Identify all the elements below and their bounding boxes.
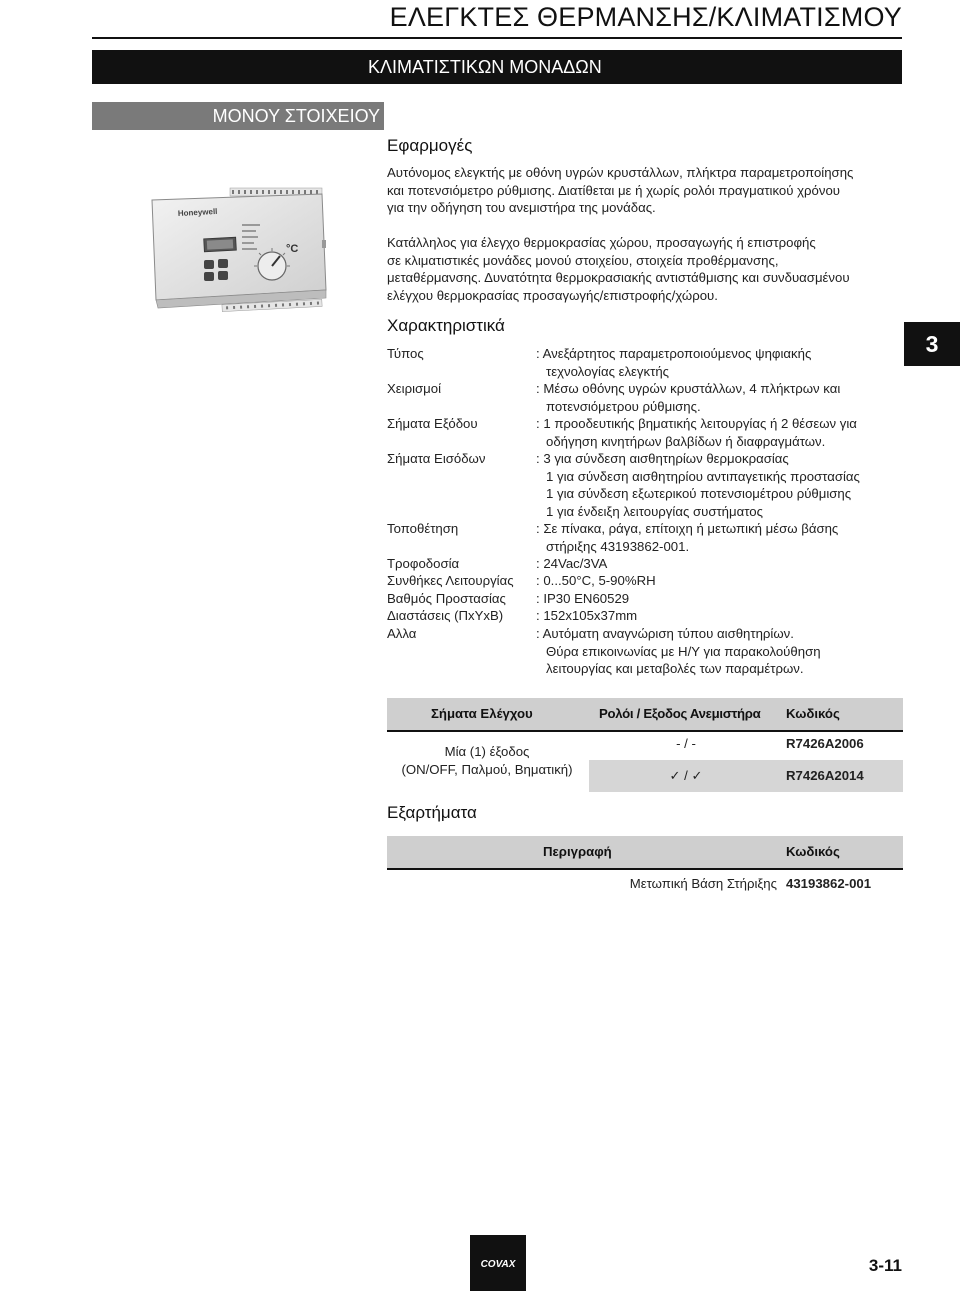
text-line: για την οδήγηση του ανεμιστήρα της μονάδας. [387, 200, 656, 215]
applications-heading: Εφαρμογές [387, 136, 473, 155]
title-rule [92, 37, 902, 39]
accessories-heading: Εξαρτήματα [387, 803, 477, 822]
signals-cell: Μία (1) έξοδος (ON/OFF, Παλμού, Βηματική) [401, 744, 573, 777]
spec-value-operating: : 0...50°C, 5-90%RH [536, 573, 656, 588]
models-table-header [387, 698, 903, 730]
spec-label-inputs: Σήματα Εισόδων [387, 451, 486, 466]
spec-value-type: : Ανεξάρτητος παραμετροποιούμενος ψηφιακής τεχνολογίας ελεγκτής [536, 346, 812, 379]
spec-value-controls: : Μέσω οθόνης υγρών κρυστάλλων, 4 πλήκτρων και ποτενσιόμετρου ρύθμισης. [536, 381, 841, 414]
text-line: Κατάλληλος για έλεγχο θερμοκρασίας χώρου, προσαγωγής ή επιστροφής [387, 235, 816, 250]
spec-value-other: : Αυτόματη αναγνώριση τύπου αισθητηρίων. Θύρα επικοινωνίας με Η/Υ για παρακολούθηση λειτουργίας και μεταβολές των παραμέτρων. [536, 626, 821, 676]
applications-paragraph-2 [387, 234, 902, 304]
accessory-description: Μετωπική Βάση Στήριξης [629, 876, 777, 891]
table-row-2-clock: ✓ / ✓ [669, 768, 703, 783]
celsius-symbol: °C [286, 243, 299, 255]
spec-value-mounting: : Σε πίνακα, ράγα, επίτοιχη ή μετωπική μέσω βάσης στήριξης 43193862-001. [536, 521, 839, 554]
spec-label-power: Τροφοδοσία [387, 556, 460, 571]
device-brand: Honeywell [177, 206, 218, 218]
spec-label-operating: Συνθήκες Λειτουργίας [387, 573, 514, 588]
column-header-clock: Ρολόι / Εξοδος Ανεμιστήρα [599, 706, 761, 721]
spec-label-protection: Βαθμός Προστασίας [387, 591, 506, 606]
spec-value-power: : 24Vac/3VA [536, 556, 608, 571]
applications-paragraph-1 [387, 164, 902, 217]
text-line: και ποτενσιόμετρο ρύθμισης. Διατίθεται με ή χωρίς ρολόι πραγματικού χρόνου [387, 182, 841, 198]
table-rule [387, 868, 903, 870]
table-row-2-code: R7426A2014 [786, 768, 864, 783]
page-title: ΕΛΕΓΚΤΕΣ ΘΕΡΜΑΝΣΗΣ/ΚΛΙΜΑΤΙΣΜΟΥ [389, 2, 902, 32]
section-tab: 3 [904, 322, 960, 366]
column-header-code: Κωδικός [786, 706, 840, 721]
table-row-1-code: R7426A2006 [786, 736, 864, 751]
covax-logo [470, 1235, 526, 1291]
spec-value-inputs: : 3 για σύνδεση αισθητηρίων θερμοκρασίας 1 για σύνδεση αισθητηρίου αντιπαγετικής προστασίας 1 για σύνδεση εξωτερικού ποτενσιομέτρου ρύθμισης 1 για ένδειξη λειτουργίας συστήματος [536, 451, 860, 519]
spec-label-mounting: Τοποθέτηση [387, 521, 459, 536]
logo-text: COVAX [480, 1259, 516, 1270]
spec-label-type: Τύπος [387, 346, 424, 361]
spec-label-other: Αλλα [387, 626, 417, 641]
column-header-accessory-code: Κωδικός [786, 844, 840, 859]
text-line: σε κλιματιστικές μονάδες μονού στοιχείου, στοιχεία προθέρμανσης, [387, 252, 779, 268]
text-line: μεταθέρμανσης. Δυνατότητα θερμοκρασιακής αντιστάθμισης και συνδυασμένου [387, 270, 850, 285]
device-image [146, 180, 332, 320]
spec-value-dimensions: : 152x105x37mm [536, 608, 638, 623]
text-line: Αυτόνομος ελεγκτής με οθόνη υγρών κρυστάλλων, πλήκτρα παραμετροποίησης [387, 165, 854, 180]
table-rule [387, 730, 903, 732]
spec-value-outputs: : 1 προοδευτικής βηματικής λειτουργίας ή 2 θέσεων για οδήγηση κινητήρων βαλβίδων ή διαφραγμάτων. [536, 416, 857, 449]
spec-label-dimensions: Διαστάσεις (ΠxΥxΒ) [387, 608, 504, 623]
page-number: 3-11 [868, 1256, 902, 1275]
category-bar: ΜΟΝΟΥ ΣΤΟΙΧΕΙΟΥ [92, 102, 384, 130]
spec-label-controls: Χειρισμοί [387, 381, 442, 396]
spec-value-protection: : IP30 EN60529 [536, 591, 630, 606]
subtitle-bar: ΚΛΙΜΑΤΙΣΤΙΚΩΝ ΜΟΝΑΔΩΝ [92, 50, 902, 84]
accessories-table-header [387, 836, 903, 868]
text-line: ελέγχου θερμοκρασίας προσαγωγής/επιστροφής/χώρου. [387, 287, 718, 303]
accessory-code: 43193862-001 [786, 876, 872, 891]
column-header-description: Περιγραφή [543, 844, 612, 859]
spec-label-outputs: Σήματα Εξόδου [387, 416, 478, 431]
table-row-1-clock: - / - [676, 736, 696, 751]
features-heading: Χαρακτηριστικά [387, 316, 505, 335]
column-header-signals: Σήματα Ελέγχου [431, 706, 533, 721]
